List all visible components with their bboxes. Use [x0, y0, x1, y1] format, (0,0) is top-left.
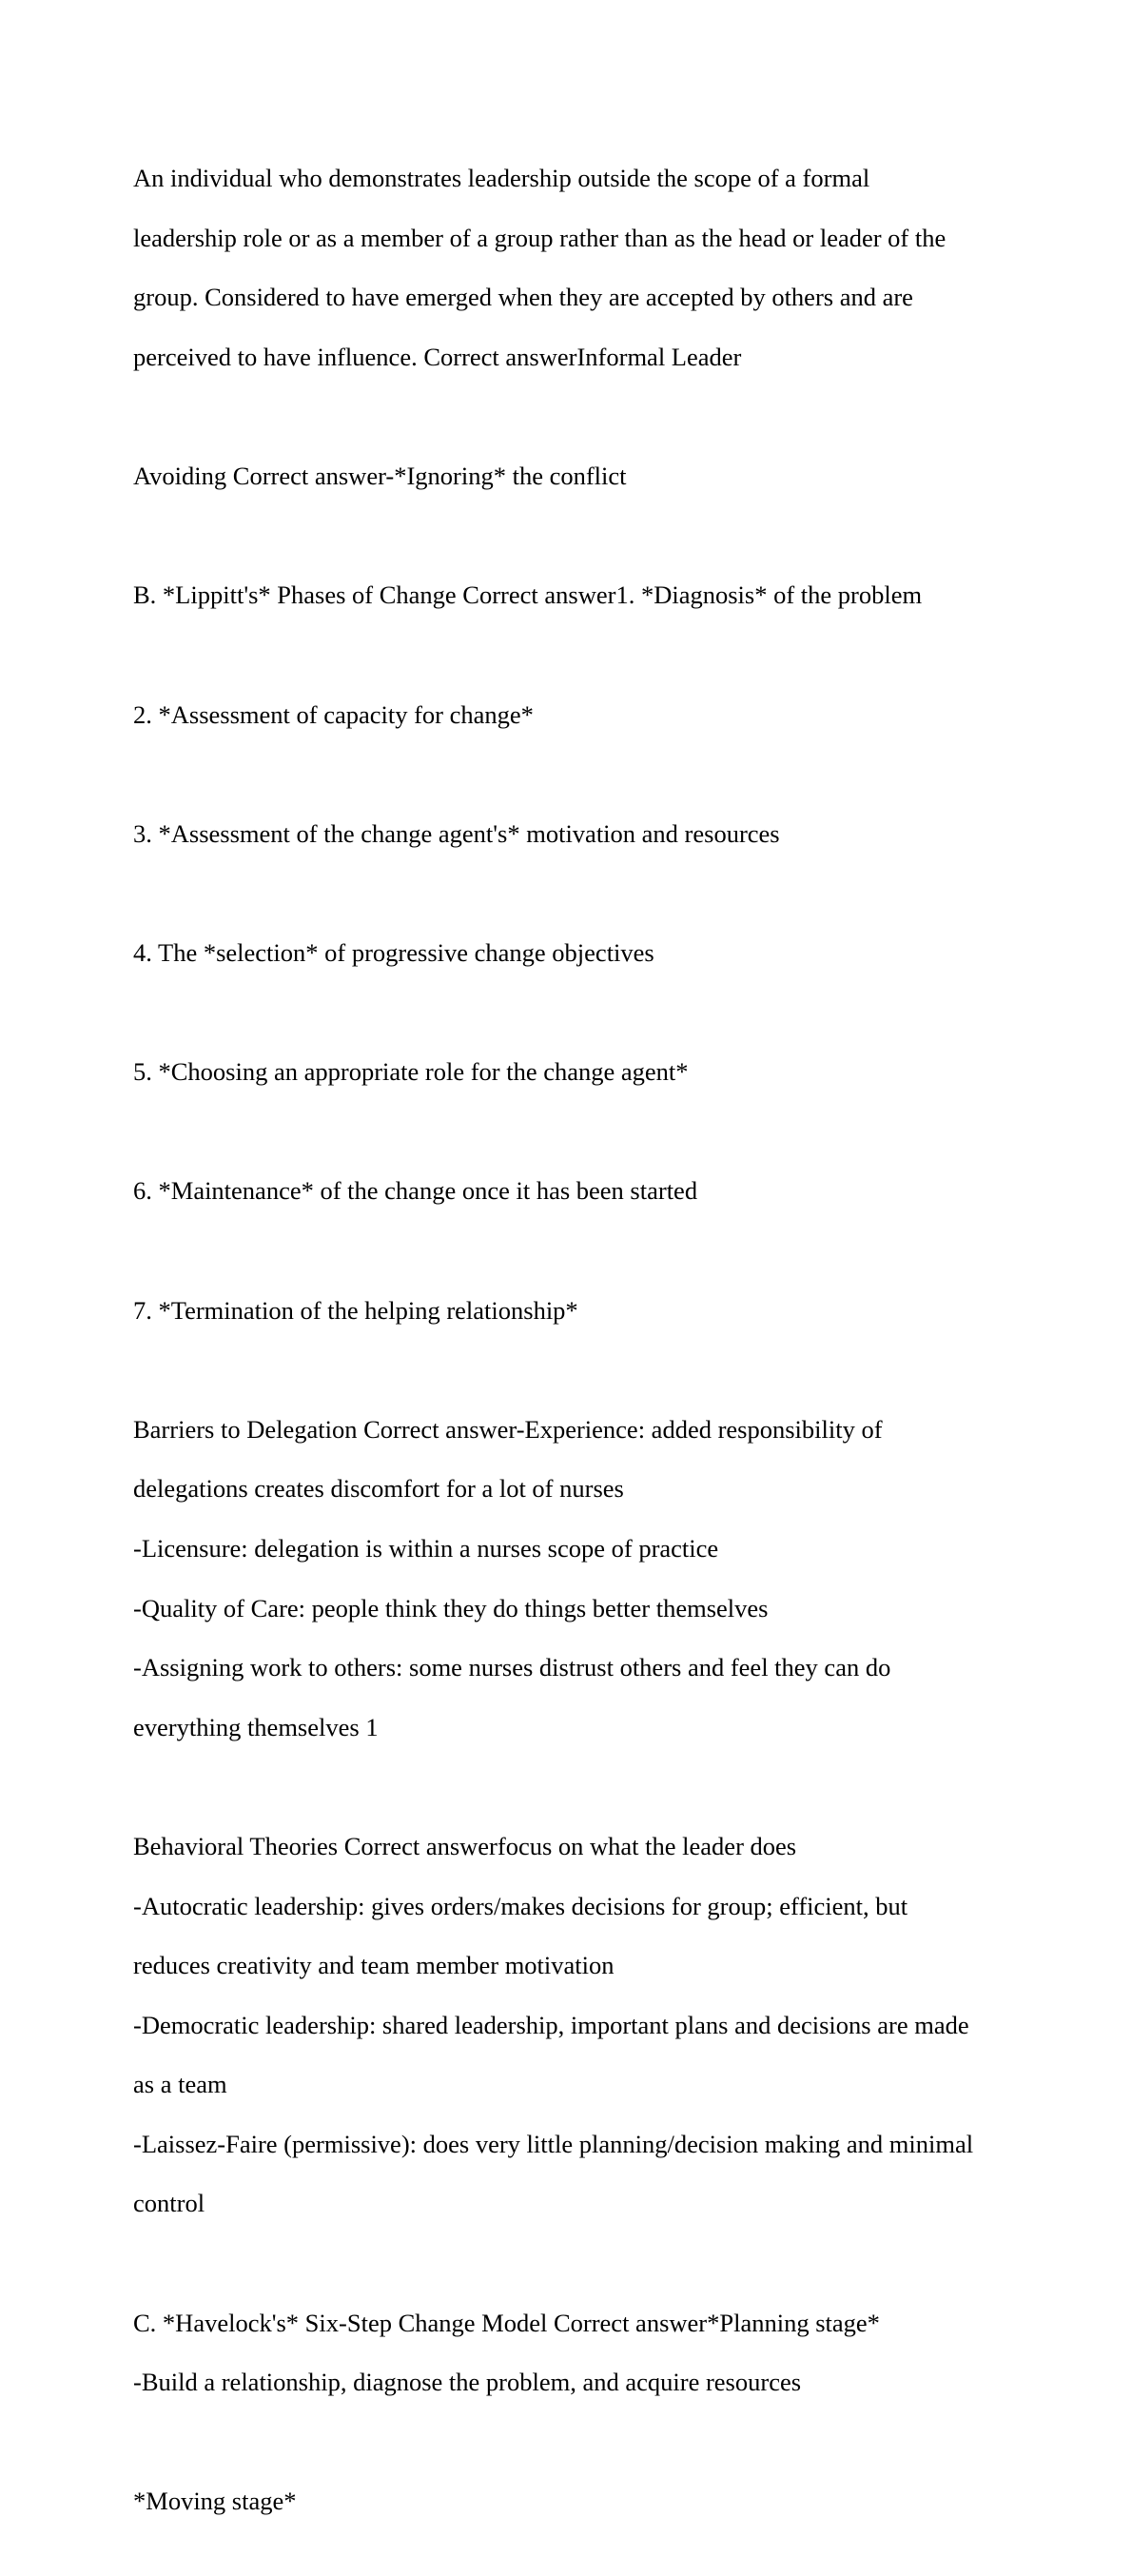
text-line: -Autocratic leadership: gives orders/makes decisions for group; efficient, but	[133, 1891, 908, 1920]
text-line: 7. *Termination of the helping relationship*	[133, 1295, 578, 1325]
text-line: leadership role or as a member of a group rather than as the head or leader of the	[133, 223, 947, 252]
paragraph-havelock-model	[133, 2278, 1004, 2427]
paragraph-phase-6	[133, 1147, 1004, 1236]
document-body	[133, 134, 1004, 2576]
text-line: Behavioral Theories Correct answerfocus on what the leader does	[133, 1831, 797, 1860]
text-line: -Quality of Care: people think they do things better themselves	[133, 1593, 769, 1622]
text-line: delegations creates discomfort for a lot of nurses	[133, 1474, 624, 1504]
paragraph-phase-2	[133, 670, 1004, 759]
text-line: B. *Lippitt's* Phases of Change Correct answer1. *Diagnosis* of the problem	[133, 580, 923, 610]
text-line: -Build a relationship, diagnose the problem, and acquire resources	[133, 2368, 802, 2397]
text-line: perceived to have influence. Correct answerInformal Leader	[133, 343, 742, 372]
text-line: *Moving stage*	[133, 2487, 297, 2516]
text-line: 3. *Assessment of the change agent's* motivation and resources	[133, 818, 780, 848]
text-line: group. Considered to have emerged when they are accepted by others and are	[133, 283, 913, 312]
paragraph-lippitt-phases	[133, 551, 1004, 640]
paragraph-phase-3	[133, 790, 1004, 879]
text-line: 6. *Maintenance* of the change once it has been started	[133, 1176, 698, 1206]
text-line: 2. *Assessment of capacity for change*	[133, 699, 534, 729]
text-line: as a team	[133, 2070, 227, 2099]
paragraph-informal-leader	[133, 134, 1004, 403]
text-line: 5. *Choosing an appropriate role for the change agent*	[133, 1057, 689, 1087]
text-line: -Laissez-Faire (permissive): does very little planning/decision making and minimal	[133, 2129, 974, 2158]
text-line: control	[133, 2189, 205, 2218]
paragraph-barriers-delegation	[133, 1385, 1004, 1772]
text-line: -Assigning work to others: some nurses distrust others and feel they can do	[133, 1653, 891, 1682]
paragraph-avoiding	[133, 432, 1004, 521]
paragraph-phase-5	[133, 1028, 1004, 1117]
text-line: -Licensure: delegation is within a nurses scope of practice	[133, 1533, 719, 1563]
text-line: -Democratic leadership: shared leadership, important plans and decisions are made	[133, 2010, 969, 2039]
text-line: 4. The *selection* of progressive change objectives	[133, 938, 654, 968]
paragraph-phase-4	[133, 909, 1004, 998]
text-line: Avoiding Correct answer-*Ignoring* the conflict	[133, 462, 627, 491]
text-line: everything themselves 1	[133, 1712, 379, 1741]
text-line: Barriers to Delegation Correct answer-Experience: added responsibility of	[133, 1414, 883, 1444]
text-line: C. *Havelock's* Six-Step Change Model Correct answer*Planning stage*	[133, 2308, 880, 2337]
paragraph-phase-7	[133, 1266, 1004, 1355]
paragraph-moving-stage	[133, 2457, 1004, 2547]
text-line: reduces creativity and team member motivation	[133, 1951, 615, 1980]
paragraph-behavioral-theories	[133, 1802, 1004, 2249]
text-line: An individual who demonstrates leadership outside the scope of a formal	[133, 164, 870, 193]
